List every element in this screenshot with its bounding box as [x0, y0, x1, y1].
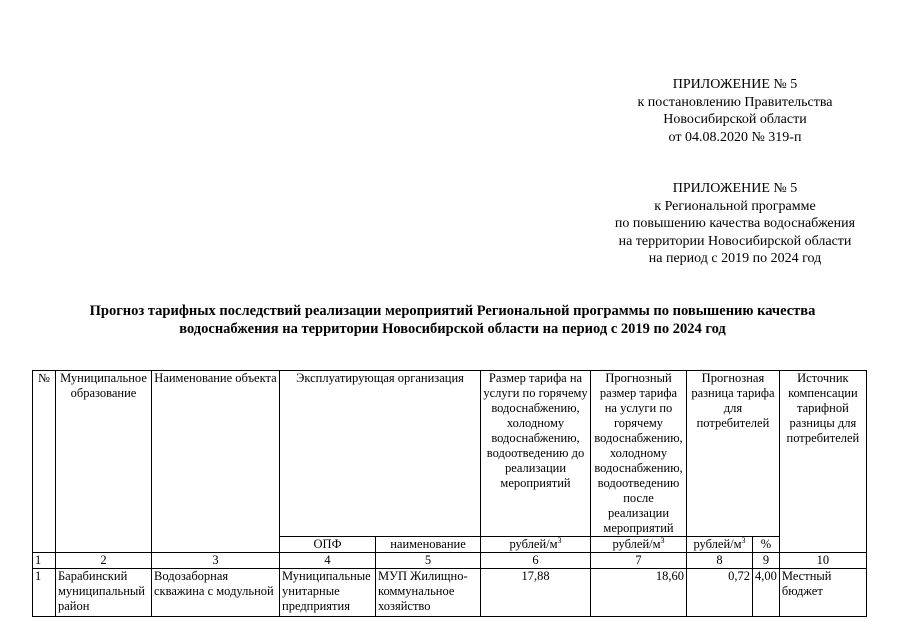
header-operator: Эксплуатирующая организация: [280, 371, 481, 537]
unit-text: рублей/м: [612, 537, 661, 551]
column-number: 8: [687, 553, 753, 569]
unit-text: рублей/м: [509, 537, 558, 551]
header-num: №: [33, 371, 56, 553]
appendix-program-line: к Региональной программе: [654, 198, 816, 214]
subheader-opf: ОПФ: [280, 537, 376, 553]
column-number-row: [33, 553, 867, 569]
row-opf: Муниципальные унитарные предприятия: [280, 569, 376, 617]
subheader-name: наименование: [376, 537, 481, 553]
document-title-line-2: водоснабжения на территории Новосибирской области на период с 2019 по 2024 год: [179, 321, 726, 337]
header-tariff-forecast: Прогнозный размер тарифа на услуги по горячему водоснабжению, холодному водоснабжению, водоотведению после реализации мероприятий: [591, 371, 687, 537]
appendix-decree-line: к постановлению Правительства: [637, 94, 833, 110]
row-tariff-forecast: 18,60: [591, 569, 687, 617]
header-object: Наименование объекта: [152, 371, 280, 553]
appendix-program-line: на период с 2019 по 2024 год: [648, 251, 822, 266]
appendix-program-line: по повышению качества водоснабжения: [614, 216, 856, 231]
appendix-program-line: ПРИЛОЖЕНИЕ № 5: [672, 181, 798, 196]
row-object: Водозаборная скважина с модульной: [152, 569, 280, 617]
document-title-line-1: Прогноз тарифных последствий реализации мероприятий Региональной программы по повышению качества: [89, 303, 816, 319]
row-tariff-current: 17,88: [481, 569, 591, 617]
unit-superscript: 3: [741, 536, 746, 545]
appendix-program-block: [590, 180, 880, 268]
header-row: [33, 371, 867, 537]
row-compensation-source: Местный бюджет: [779, 569, 866, 617]
column-number: 7: [591, 553, 687, 569]
appendix-decree-line: ПРИЛОЖЕНИЕ № 5: [672, 77, 798, 92]
subheader-unit-forecast: [591, 537, 687, 553]
column-number: 10: [779, 553, 866, 569]
header-municipality: Муниципальное образование: [56, 371, 152, 553]
document-title: [30, 302, 875, 338]
column-number: 3: [152, 553, 280, 569]
row-difference-pct: 4,00: [753, 569, 780, 617]
appendix-decree-line: от 04.08.2020 № 319-п: [668, 129, 802, 145]
column-number: 4: [280, 553, 376, 569]
unit-superscript: 3: [557, 536, 562, 545]
unit-superscript: 3: [660, 536, 665, 545]
header-tariff-difference: Прогнозная разница тарифа для потребителей: [687, 371, 780, 537]
row-difference-rub: 0,72: [687, 569, 753, 617]
column-number: 2: [56, 553, 152, 569]
subheader-percent: %: [753, 537, 780, 553]
header-compensation-source: Источник компенсации тарифной разницы для потребителей: [779, 371, 866, 553]
column-number: 1: [33, 553, 56, 569]
row-municipality: Барабинский муниципальный район: [56, 569, 152, 617]
row-operator-name: МУП Жилищно-коммунальное хозяйство: [376, 569, 481, 617]
subheader-unit-difference: [687, 537, 753, 553]
subheader-unit-current: [481, 537, 591, 553]
column-number: 5: [376, 553, 481, 569]
column-number: 6: [481, 553, 591, 569]
header-tariff-current: Размер тарифа на услуги по горячему водоснабжению, холодному водоснабжению, водоотведению до реализации мероприятий: [481, 371, 591, 537]
table-row: [33, 569, 867, 617]
appendix-decree-line: Новосибирской области: [663, 112, 807, 127]
column-number: 9: [753, 553, 780, 569]
tariff-forecast-table: [32, 370, 867, 617]
row-num: 1: [33, 569, 56, 617]
appendix-decree-block: [620, 76, 850, 146]
appendix-program-line: на территории Новосибирской области: [618, 233, 852, 249]
unit-text: рублей/м: [693, 537, 742, 551]
